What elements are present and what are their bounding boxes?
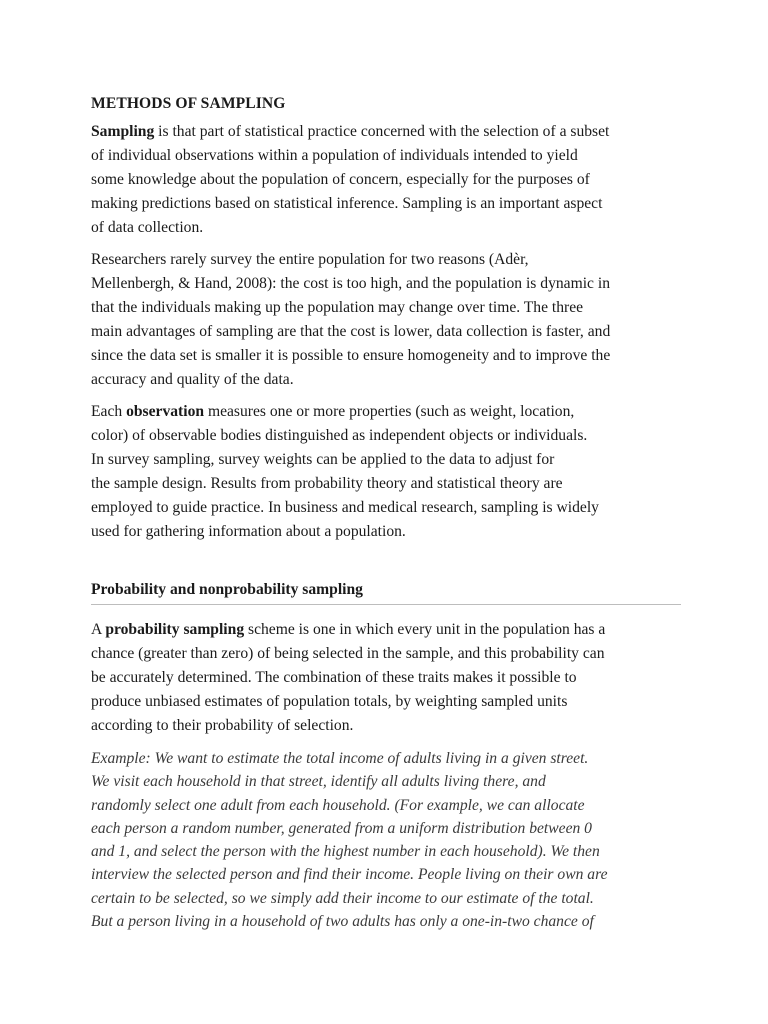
text-line: the sample design. Results from probability theory and statistical theory are (91, 475, 563, 492)
text-line: accuracy and quality of the data. (91, 371, 294, 388)
text-line: that the individuals making up the population may change over time. The three (91, 299, 584, 316)
section-heading-probability: Probability and nonprobability sampling (91, 578, 681, 605)
term-sampling: Sampling (91, 123, 155, 140)
text-line: main advantages of sampling are that the cost is lower, data collection is faster, and (91, 323, 611, 340)
example-line: But a person living in a household of two adults has only a one-in-two chance of (91, 913, 594, 931)
paragraph-observation (91, 400, 681, 544)
example-block (91, 747, 681, 933)
text-line: Sampling is that part of statistical practice concerned with the selection of a subset (91, 123, 610, 140)
document-title: METHODS OF SAMPLING (91, 95, 286, 112)
paragraph-researchers (91, 248, 681, 392)
text-line: Researchers rarely survey the entire population for two reasons (Adèr, (91, 251, 529, 268)
text-line: Mellenbergh, & Hand, 2008): the cost is too high, and the population is dynamic in (91, 275, 610, 292)
text-line: making predictions based on statistical inference. Sampling is an important aspect (91, 195, 603, 212)
text-line: chance (greater than zero) of being selected in the sample, and this probability can (91, 645, 605, 662)
example-line: interview the selected person and find their income. People living on their own are (91, 866, 608, 884)
example-line: Example: We want to estimate the total income of adults living in a given street. (91, 750, 589, 767)
text-line: employed to guide practice. In business and medical research, sampling is widely (91, 499, 599, 516)
text-line: of data collection. (91, 219, 204, 236)
example-line: each person a random number, generated from a uniform distribution between 0 (91, 819, 592, 837)
text-line: some knowledge about the population of concern, especially for the purposes of (91, 171, 590, 188)
text-line: color) of observable bodies distinguished as independent objects or individuals. (91, 427, 588, 444)
document-page (91, 92, 681, 933)
text-line: A probability sampling scheme is one in which every unit in the population has a (91, 621, 606, 638)
term-observation: observation (126, 403, 205, 420)
text-line: of individual observations within a population of individuals intended to yield (91, 147, 578, 164)
text-line: Each observation measures one or more properties (such as weight, location, (91, 403, 575, 420)
text-line: be accurately determined. The combination of these traits makes it possible to (91, 669, 577, 686)
text-line: since the data set is smaller it is possible to ensure homogeneity and to improve the (91, 347, 611, 364)
term-probability-sampling: probability sampling (105, 621, 245, 638)
text-line: according to their probability of selection. (91, 717, 354, 734)
example-line: We visit each household in that street, identify all adults living there, and (91, 773, 546, 791)
text-line: produce unbiased estimates of population totals, by weighting sampled units (91, 693, 568, 710)
paragraph-sampling-definition (91, 120, 681, 240)
text-line: In survey sampling, survey weights can be applied to the data to adjust for (91, 451, 555, 468)
text-line: used for gathering information about a population. (91, 523, 406, 540)
example-line: randomly select one adult from each household. (For example, we can allocate (91, 796, 585, 814)
example-line: and 1, and select the person with the highest number in each household). We then (91, 843, 600, 861)
paragraph-probability-sampling (91, 618, 681, 738)
example-line: certain to be selected, so we simply add their income to our estimate of the total. (91, 889, 594, 907)
